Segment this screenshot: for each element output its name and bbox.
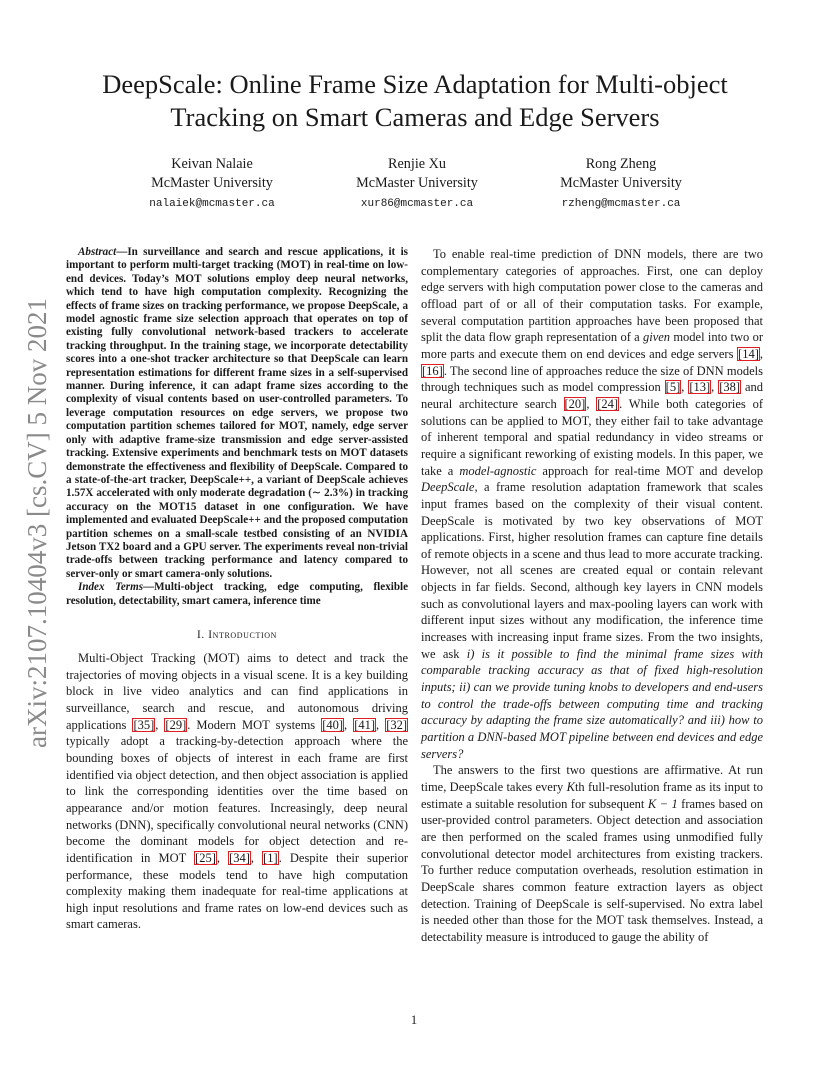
right-column — [421, 246, 763, 946]
citation-link[interactable]: [16] — [422, 363, 443, 378]
citation-link[interactable]: [25] — [195, 850, 216, 865]
author-block-3 — [521, 155, 721, 214]
author-name: Renjie Xu — [388, 156, 446, 172]
author-affiliation: McMaster University — [560, 175, 682, 191]
citation-link[interactable]: [38] — [719, 380, 741, 395]
index-terms-label: Index Terms — [78, 581, 144, 594]
arxiv-identifier-stamp — [18, 290, 54, 750]
citation-link[interactable]: [24] — [597, 396, 619, 411]
citation-link[interactable]: [20] — [564, 396, 586, 411]
author-email[interactable]: nalaiek@mcmaster.ca — [149, 198, 275, 210]
citation-link[interactable]: [32] — [386, 717, 408, 732]
citation-link[interactable]: [29] — [165, 717, 187, 732]
abstract-label: Abstract — [78, 246, 117, 258]
intro-paragraph-3: The answers to the first two questions are affirmative. At run time, DeepScale takes every Kth full-resolution frame as its input to estimate a suitable resolution for subsequent K − 1 frames based on user-provided control parameters. Object detection and association are then performed on the scaled frames using unmodified fully convolutional detector model architectures from existing trackers. To further reduce computation overheads, resolution estimation in DeepScale shares common feature extraction layers as object detection. Training of DeepScale is self-supervised. No extra label is needed other than those for the MOT task themselves. Instead, a detectability measure is introduced to gauge the ability of — [421, 763, 763, 944]
page-number: 1 — [410, 1013, 418, 1027]
citation-link[interactable]: [13] — [689, 380, 711, 395]
citation-link[interactable]: [35] — [133, 717, 155, 732]
author-block-2 — [317, 155, 517, 214]
author-email[interactable]: rzheng@mcmaster.ca — [561, 198, 681, 210]
section-heading-introduction: I. Introduction — [197, 628, 277, 641]
author-affiliation: McMaster University — [151, 175, 273, 191]
abstract-text: —In surveillance and search and rescue applications, it is important to perform multi-target tracking (MOT) in real-time on low-end devices. Today’s MOT solutions employ deep neural networks, which tend to have high computation complexity. Recognizing the effects of frame sizes on tracking performance, we propose DeepScale, a model agnostic frame size selection approach that operates on top of existing fully convolutional network-based trackers to accelerate tracking throughput. In the training stage, we incorporate detectability scores into a one-shot tracker architecture so that DeepScale can learn representation estimations for different frame sizes in a self-supervised manner. During inference, it can adapt frame sizes according to the complexity of visual contents based on user-controlled parameters. To leverage computation resources on edge servers, we propose two computation partition schemes tailored for MOT, namely, edge server only with adaptive frame-size transmission and edge server-assisted tracking. Extensive experiments and benchmark tests on MOT datasets demonstrate the effectiveness and flexibility of DeepScale. Compared to a state-of-the-art tracker, DeepScale++, a variant of DeepScale achieves 1.57X accelerated with only moderate degradation (∼ 2.3%) in tracking accuracy on the MOT15 dataset in one configuration. We have implemented and evaluated DeepScale++ and the proposed computation partition schemes on a small-scale testbed consisting of an NVIDIA Jetson TX2 board and a GPU server. The experiments reveal non-trivial trade-offs between tracking performance and latency compared to server-only or smart camera-only solutions. — [66, 246, 408, 580]
citation-link[interactable]: [40] — [322, 717, 344, 732]
index-terms — [66, 581, 408, 608]
paper-title: DeepScale: Online Frame Size Adaptation for Multi-object Tracking on Smart Cameras and Edge Servers — [102, 69, 728, 132]
citation-link[interactable]: [14] — [738, 346, 759, 361]
author-block-1 — [112, 155, 312, 214]
arxiv-identifier-text: arXiv:2107.10404v3 [cs.CV] 5 Nov 2021 — [22, 298, 52, 748]
citation-link[interactable]: [34] — [229, 850, 250, 865]
abstract — [66, 246, 408, 581]
citation-link[interactable]: [5] — [665, 380, 681, 395]
author-affiliation: McMaster University — [356, 175, 478, 191]
citation-link[interactable]: [41] — [354, 717, 376, 732]
intro-paragraph-1: Multi-Object Tracking (MOT) aims to detect and track the trajectories of moving objects in a visual scene. It is a key building block in live video analytics and can find applications in surveillance, search and rescue, and autonomous driving applications [35], [29]. Modern MOT systems [40], [41], [32] typically adopt a tracking-by-detection approach where the bounding boxes of objects of interest in each frame are first identified via object detection, and then object association is applied to link the corresponding identities over the time based on appearance and/or motion features. Increasingly, deep neural networks (DNN), specifically convolutional neural networks (CNN) become the dominant models for object detection and re-identification in MOT [25], [34], [1]. Despite their superior performance, these models tend to have high computation complexity making them inadequate for real-time applications at high input resolutions and frame rates on low-end devices such as smart cameras. — [66, 650, 409, 932]
intro-paragraph-2: To enable real-time prediction of DNN models, there are two complementary categories of approaches. First, one can deploy edge servers with high computation power close to the cameras and offload part of or all of their computation tasks. For example, several computation partition approaches have been proposed that split the data flow graph representation of a given model into two or more parts and execute them on end devices and edge servers [14], [16]. The second line of approaches reduce the size of DNN models through techniques such as model compression [5], [13], [38] and neural architecture search [20], [24]. While both categories of solutions can be applied to MOT, they either fail to take advantage of inherent temporal and spatial redundancy in video streams or require a significant reworking of existing models. In this paper, we take a model-agnostic approach for real-time MOT and develop DeepScale, a frame resolution adaptation framework that scales input frames based on the complexity of their visual content. DeepScale is motivated by two key observations of MOT applications. First, higher resolution frames can capture fine details of remote objects in a scene and thus lead to more accurate tracking. However, not all scenes are created equal or contain relevant objects in far fields. Second, although key layers in CNN models such as convolutional layers and max-pooling layers can work with different input sizes without any modification, the inference time increases with increasing input frame sizes. From the two insights, we ask i) is it possible to find the minimal frame sizes with comparable tracking accuracy as that of fixed high-resolution inputs; ii) can we provide tuning knobs to developers and end-users to control the trade-offs between computing time and tracking accuracy by adapting the frame size automatically? and iii) how to partition a DNN-based MOT pipeline between end devices and edge servers? — [421, 247, 764, 761]
index-terms-text: —Multi-object tracking, edge computing, flexible resolution, detectability, smart camera, inference time — [66, 581, 408, 607]
author-name: Keivan Nalaie — [171, 156, 253, 172]
left-column — [66, 246, 408, 933]
author-name: Rong Zheng — [585, 156, 657, 172]
author-email[interactable]: xur86@mcmaster.ca — [360, 198, 474, 210]
citation-link[interactable]: [1] — [263, 850, 278, 865]
